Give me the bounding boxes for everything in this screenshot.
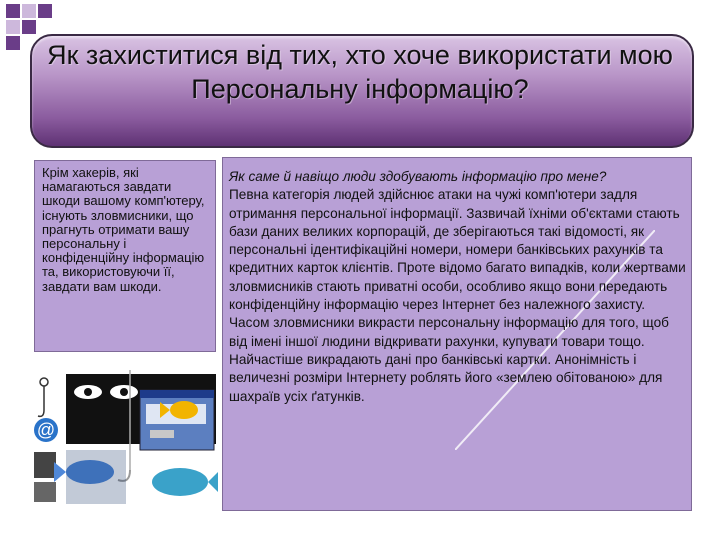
decor-square [6, 20, 20, 34]
decor-square [6, 36, 20, 50]
decor-square [22, 20, 36, 34]
question-heading: Як саме й навіщо люди здобувають інформацію про мене? [229, 169, 607, 184]
right-text-content [229, 168, 687, 406]
decor-square [38, 4, 52, 18]
svg-text:@: @ [36, 420, 56, 440]
decor-square [22, 4, 36, 18]
computer-window-icon [140, 390, 214, 450]
security-illustration [30, 370, 218, 508]
paragraph-1: Певна категорія людей здійснює атаки на чужі комп'ютери задля отримання персональної інформації. Зазвичай їхніми об'єктами стають бази даних великих корпорацій, де зберігаються такі відомості, як персональні ідентифікаційні номери, номери банківських рахунків та кредитних карток клієнтів. Проте відомо багато випадків, коли жертвами зловмисників стають приватні особи, особливо якщо вони передають конфіденційну інформацію через Інтернет без належного захисту. [229, 187, 686, 313]
paragraph-2: Часом зловмисники викрасти персональну інформацію для того, щоб від імені іншої людини відкривати рахунки, купувати товари тощо. Найчастіше викрадають дані про банківські картки. Анонімність і величезні розміри Інтернету роблять його «землею обітованою» для шахраїв усіх ґатунків. [229, 315, 669, 404]
left-paragraph: Крім хакерів, які намагаються завдати шкоди вашому комп'ютеру, існують зловмисники, що прагнуть отримати вашу персональну і конфіденційну інформацію та, використовуючи її, завдати вам шкоди. [42, 165, 205, 294]
slide-title: Як захиститися від тих, хто хоче використати мою Персональну інформацію? [47, 40, 673, 104]
at-sign-icon [34, 418, 58, 442]
decor-square [6, 4, 20, 18]
